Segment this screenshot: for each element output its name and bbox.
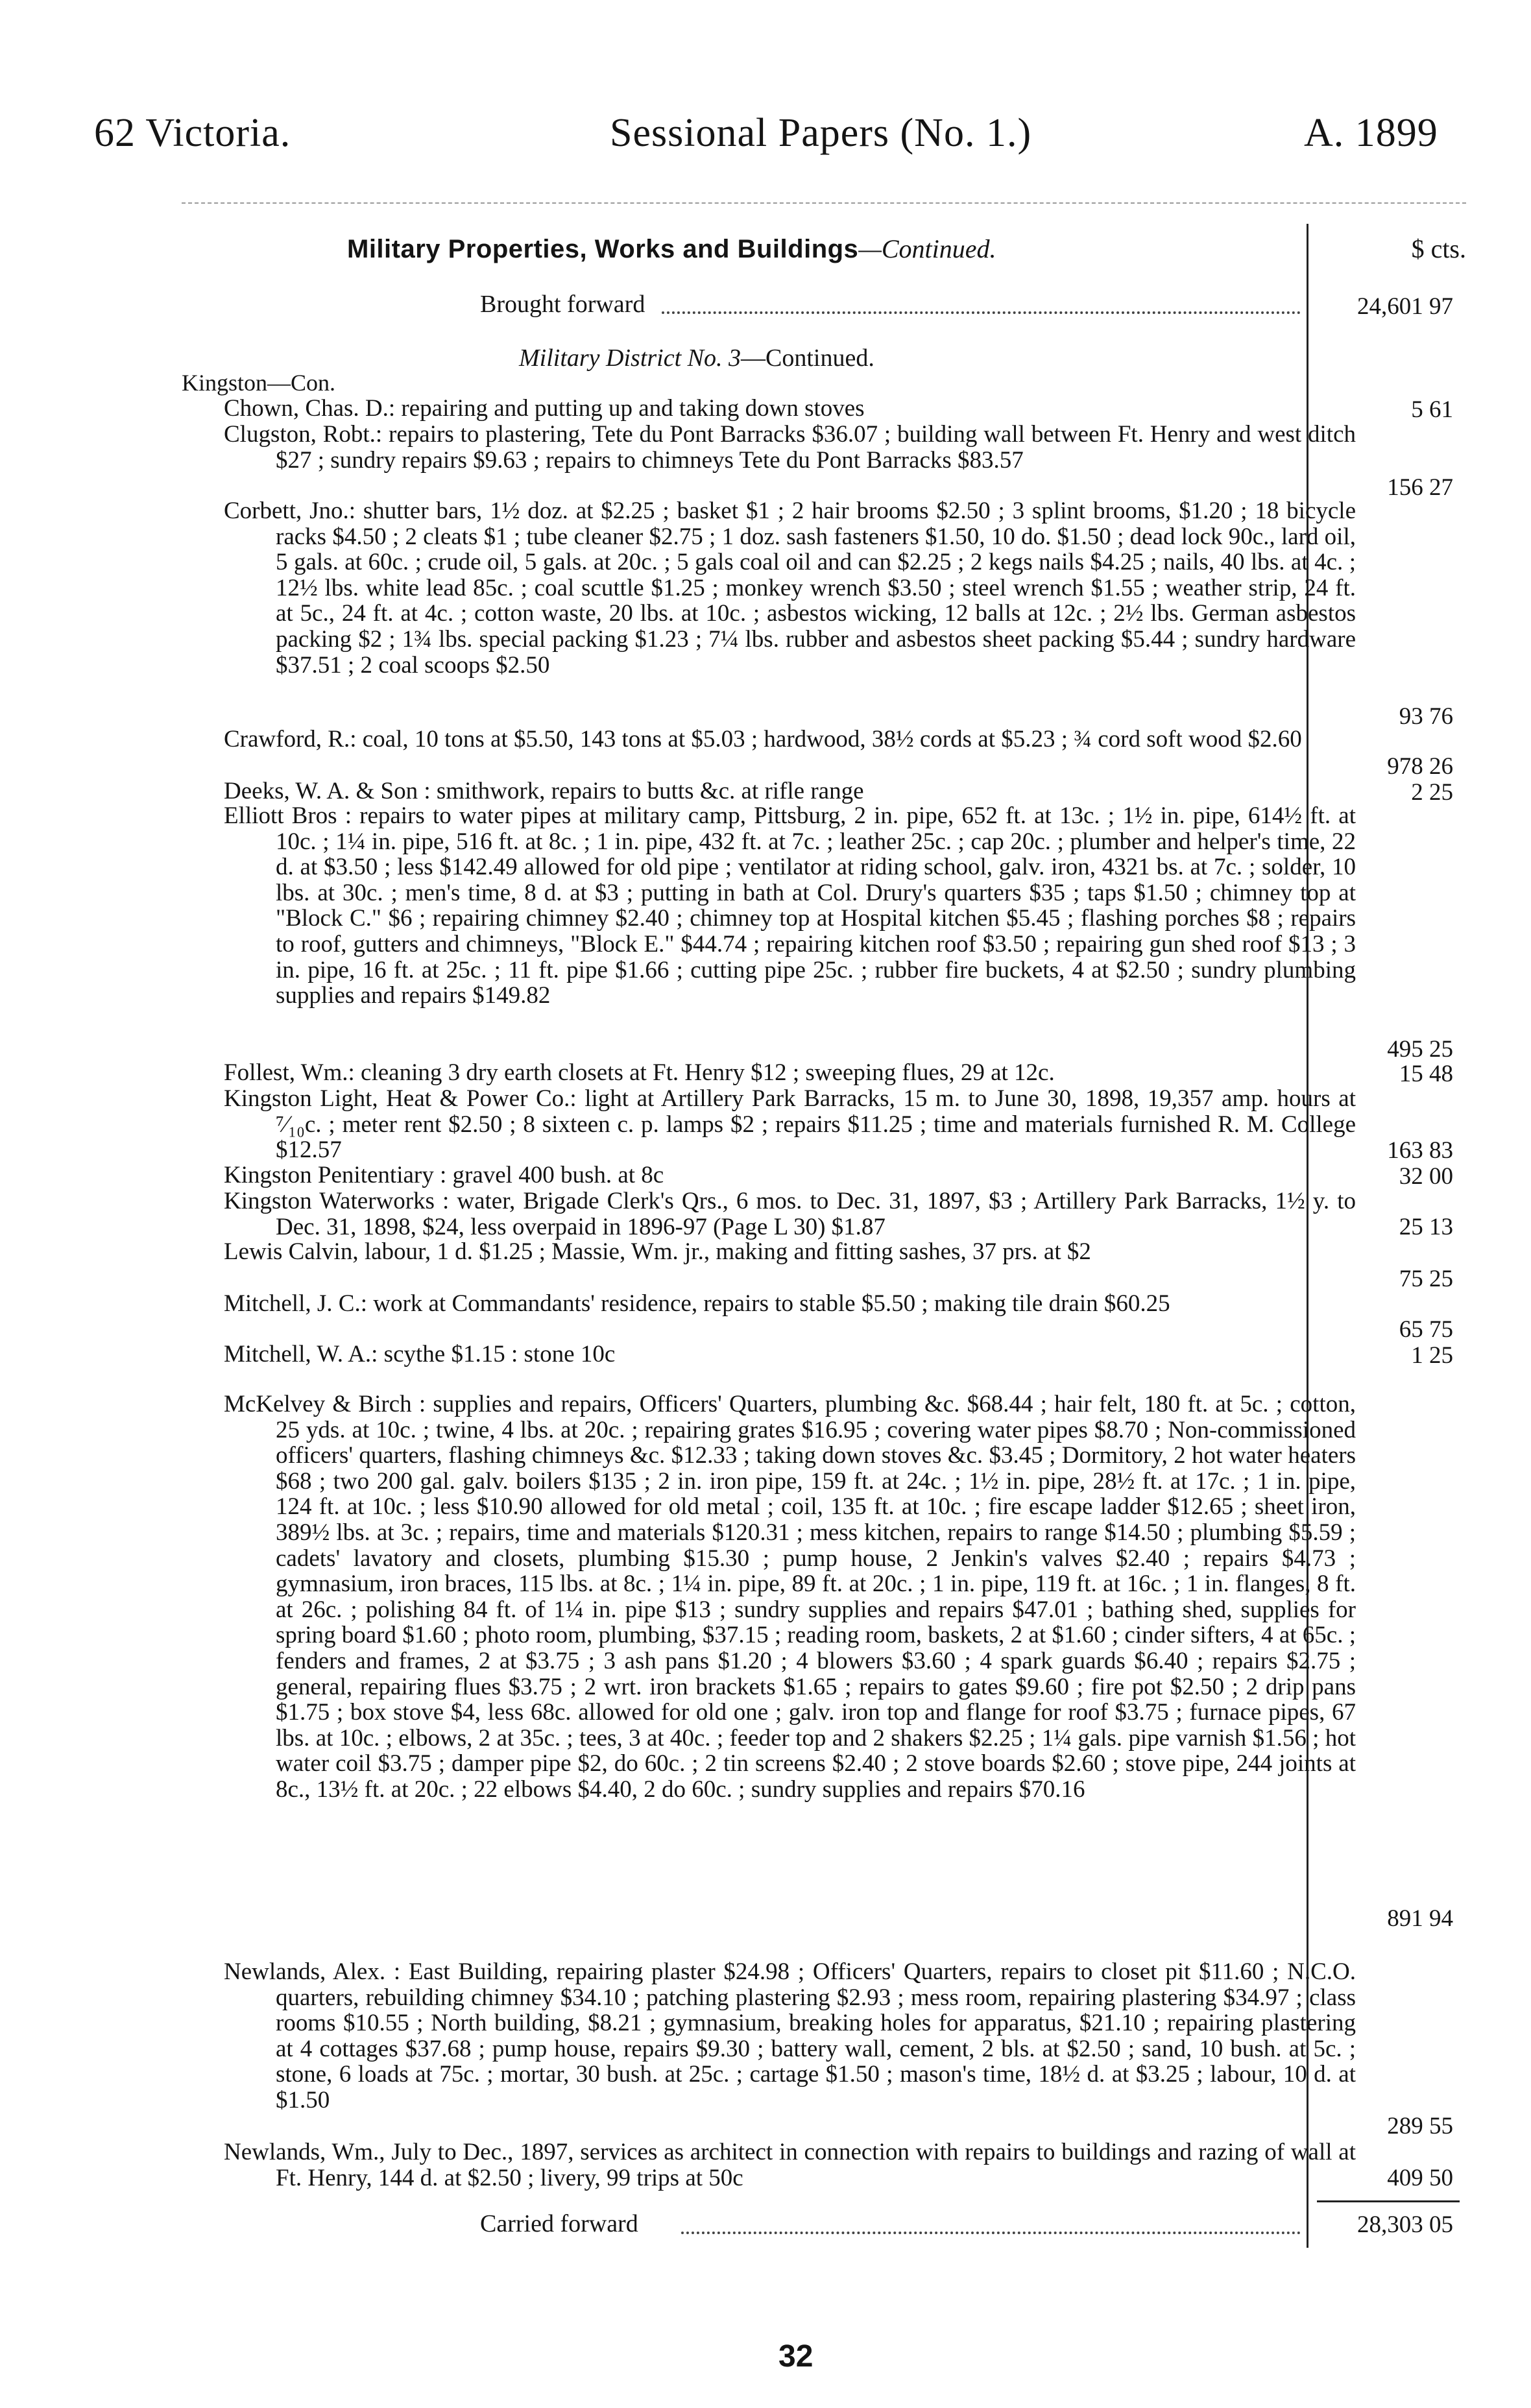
entry-amount: 32 00 — [1399, 1163, 1453, 1190]
brought-forward-label: Brought forward — [480, 291, 645, 318]
header-left: 62 Victoria. — [94, 111, 291, 155]
entry-deeks — [224, 778, 1356, 804]
entry-amount: 93 76 — [1399, 703, 1453, 730]
header-rule — [182, 202, 1466, 204]
header-center: Sessional Papers (No. 1.) — [610, 111, 1032, 155]
entry-kingston-waterworks — [224, 1188, 1356, 1240]
district-continued: —Continued. — [741, 344, 874, 372]
carried-forward-amount: 28,303 05 — [1357, 2211, 1453, 2238]
entry-amount: 163 83 — [1387, 1137, 1453, 1164]
entry-text: Lewis Calvin, labour, 1 d. $1.25 ; Massie, Wm. jr., making and fitting sashes, 37 prs. at $2 — [224, 1238, 1091, 1265]
entry-text: Kingston Light, Heat & Power Co.: light at Artillery Park Barracks, 15 m. to June 30, 1898, 19,357 amp. hours at ⁷⁄₁₀c. ; meter rent $2.50 ; 8 sixteen c. p. lamps $2 ; repairs $11.25 ; time and materials furnished R. M. College $12.57 — [224, 1085, 1356, 1164]
entry-lewis-massie — [224, 1239, 1356, 1265]
entry-kingston-light — [224, 1086, 1356, 1163]
entry-text: Clugston, Robt.: repairs to plastering, Tete du Pont Barracks $36.07 ; building wall between Ft. Henry and west ditch $27 ; sundry repairs $9.63 ; repairs to chimneys Tete du Pont Barracks $83.57 — [224, 421, 1356, 474]
entry-text: Kingston Penitentiary : gravel 400 bush. at 8c — [224, 1162, 664, 1188]
district-name: Military District No. 3 — [519, 344, 741, 372]
entry-text: Kingston Waterworks : water, Brigade Clerk's Qrs., 6 mos. to Dec. 31, 1897, $3 ; Artillery Park Barracks, 1½ y. to Dec. 31, 1898, $24, less overpaid in 1896-97 (Page L 30) $1.87 — [224, 1188, 1356, 1240]
entry-amount: 25 13 — [1399, 1214, 1453, 1240]
entry-amount: 75 25 — [1399, 1266, 1453, 1292]
entry-mitchell-jc — [224, 1291, 1356, 1317]
section-title — [347, 234, 996, 264]
entry-text: Deeks, W. A. & Son : smithwork, repairs to butts &c. at rifle range — [224, 778, 864, 804]
currency-header: $ cts. — [1411, 234, 1466, 263]
entry-text: Crawford, R.: coal, 10 tons at $5.50, 143 tons at $5.03 ; hardwood, 38½ cords at $5.23 ; ¾ cord soft wood $2.60 — [224, 726, 1302, 752]
entry-newlands-wm — [224, 2139, 1356, 2191]
entry-amount: 5 61 — [1411, 396, 1453, 423]
entry-kingston-penitentiary — [224, 1162, 1356, 1188]
entry-amount: 409 50 — [1387, 2165, 1453, 2191]
district-heading — [519, 344, 874, 372]
entry-text: Mitchell, J. C.: work at Commandants' residence, repairs to stable $5.50 ; making tile drain $60.25 — [224, 1290, 1170, 1317]
brought-forward-leader — [662, 311, 1301, 314]
entry-corbett — [224, 498, 1356, 678]
entry-amount: 15 48 — [1399, 1061, 1453, 1087]
entry-text: Newlands, Alex. : East Building, repairing plaster $24.98 ; Officers' Quarters, repairs to closet pit $11.60 ; N.C.O. quarters, rebuilding chimney $34.10 ; patching plastering $2.93 ; mess room, repairing plastering $34.97 ; class rooms $10.55 ; North building, $8.21 ; gymnasium, breaking holes for apparatus, $21.10 ; repairing plastering at 4 cottages $37.68 ; pump house, repairs $9.30 ; battery wall, cement, 2 bls. at $2.50 ; sand, 10 bush. at 5c. ; stone, 6 loads at 75c. ; mortar, 30 bush. at 25c. ; cartage $1.50 ; mason's time, 18½ d. at $3.25 ; labour, 10 d. at $1.50 — [224, 1958, 1356, 2113]
entry-amount: 891 94 — [1387, 1905, 1453, 1932]
entry-mitchell-wa — [224, 1342, 1356, 1367]
entry-text: Elliott Bros : repairs to water pipes at military camp, Pittsburg, 2 in. pipe, 652 ft. at 13c. ; 1½ in. pipe, 614½ ft. at 10c. ; 1¼ in. pipe, 516 ft. at 8c. ; 1 in. pipe, 432 ft. at 7c. ; leather 25c. ; cap 20c. ; plumber and helper's time, 22 d. at $3.50 ; less $142.49 allowed for old pipe ; ventilator at riding school, galv. iron, 4321 bs. at 7c. ; solder, 10 lbs. at 30c. ; men's time, 8 d. at $3 ; putting in bath at Col. Drury's quarters $35 ; taps $1.50 ; chimney top at "Block C." $6 ; repairing chimney $2.40 ; chimney top at Hospital kitchen $5.45 ; flashing porches $8 ; repairs to roof, gutters and chimneys, "Block E." $44.74 ; repairing kitchen roof $3.50 ; repairing gun shed roof $13 ; 3 in. pipe, 16 ft. at 25c. ; 11 ft. pipe $1.66 ; cutting pipe 25c. ; rubber fire buckets, 4 at $2.50 ; sundry plumbing supplies and repairs $149.82 — [224, 802, 1356, 1009]
entry-amount: 65 75 — [1399, 1316, 1453, 1343]
entry-chown — [224, 396, 1356, 422]
total-rule — [1317, 2200, 1460, 2202]
brought-forward-amount: 24,601 97 — [1357, 293, 1453, 320]
entry-text: Newlands, Wm., July to Dec., 1897, services as architect in connection with repairs to buildings and razing of wall at Ft. Henry, 144 d. at $2.50 ; livery, 99 trips at 50c — [224, 2139, 1356, 2191]
entry-amount: 978 26 — [1387, 753, 1453, 780]
entry-amount: 2 25 — [1411, 779, 1453, 806]
carried-forward-label: Carried forward — [480, 2210, 638, 2237]
entry-elliott — [224, 803, 1356, 1009]
entry-mckelvey-birch — [224, 1391, 1356, 1803]
entry-amount: 495 25 — [1387, 1036, 1453, 1063]
section-title-bold: Military Properties, Works and Buildings — [347, 235, 859, 263]
section-title-italic: —Continued. — [858, 234, 996, 263]
entry-text: Follest, Wm.: cleaning 3 dry earth closets at Ft. Henry $12 ; sweeping flues, 29 at 12c. — [224, 1059, 1055, 1086]
entry-newlands-alex — [224, 1959, 1356, 2113]
entry-follest — [224, 1060, 1356, 1086]
page-number: 32 — [778, 2339, 814, 2374]
carried-forward-leader — [681, 2232, 1301, 2234]
entry-amount: 289 55 — [1387, 2113, 1453, 2139]
place-heading: Kingston—Con. — [182, 370, 336, 396]
entry-amount: 1 25 — [1411, 1342, 1453, 1369]
entry-text: McKelvey & Birch : supplies and repairs, Officers' Quarters, plumbing &c. $68.44 ; hair felt, 180 ft. at 5c. ; cotton, 25 yds. at 10c. ; twine, 4 lbs. at 20c. ; repairing grates $16.95 ; covering water pipes $8.70 ; Non-commissioned officers' quarters, flashing chimneys &c. $12.33 ; taking down stoves &c. $3.45 ; Dormitory, 2 hot water heaters $68 ; two 200 gal. galv. boilers $135 ; 2 in. iron pipe, 159 ft. at 24c. ; 1½ in. pipe, 28½ ft. at 17c. ; 1 in. pipe, 124 ft. at 10c. ; less $10.90 allowed for old metal ; coil, 135 ft. at 10c. ; fire escape ladder $12.65 ; sheet iron, 389½ lbs. at 3c. ; repairs, time and materials $120.31 ; mess kitchen, repairs to range $14.50 ; plumbing $5.59 ; cadets' lavatory and closets, plumbing $15.30 ; pump house, 2 Jenkin's valves $2.40 ; repairs $4.73 ; gymnasium, iron braces, 115 lbs. at 8c. ; 1¼ in. pipe, 89 ft. at 20c. ; 1 in. pipe, 119 ft. at 16c. ; 1 in. flanges, 8 ft. at 26c. ; polishing 84 ft. of 1¼ in. pipe $13 ; sundry supplies and repairs $47.01 ; bathing shed, supplies for spring board $1.60 ; photo room, plumbing, $37.15 ; reading room, baskets, 2 at $1.60 ; cinder sifters, 4 at 65c. ; fenders and frames, 2 at $3.75 ; 3 ash pans $1.20 ; 4 blowers $3.60 ; 4 spark guards $6.40 ; repairs $2.75 ; general, repairing flues $3.75 ; 2 wrt. iron brackets $1.65 ; repairs to gates $9.60 ; fire pot $2.50 ; 2 drip pans $1.75 ; box stove $4, less 68c. allowed for old one ; galv. iron top and flange for roof $3.75 ; furnace pipes, 67 lbs. at 10c. ; elbows, 2 at 35c. ; tees, 3 at 40c. ; feeder top and 2 shakers $2.25 ; 1¼ gals. pipe varnish $1.56 ; hot water coil $3.75 ; damper pipe $2, do 60c. ; 2 tin screens $2.40 ; 2 stove boards $2.60 ; stove pipe, 244 joints at 8c., 13½ ft. at 20c. ; 22 elbows $4.40, 2 do 60c. ; sundry supplies and repairs $70.16 — [224, 1391, 1356, 1803]
entry-amount: 156 27 — [1387, 474, 1453, 501]
header-right: A. 1899 — [1304, 111, 1438, 155]
entry-text: Corbett, Jno.: shutter bars, 1½ doz. at $2.25 ; basket $1 ; 2 hair brooms $2.50 ; 3 splint brooms, $1.20 ; 18 bicycle racks $4.50 ; 2 cleats $1 ; tube cleaner $2.75 ; 1 doz. sash fasteners $1.50, 10 do. $1.50 ; dead lock 90c., lard oil, 5 gals. at 60c. ; crude oil, 5 gals. at 20c. ; 5 gals coal oil and can $2.25 ; 2 kegs nails $4.25 ; nails, 40 lbs. at 4c. ; 12½ lbs. white lead 85c. ; coal scuttle $1.25 ; monkey wrench $3.50 ; steel wrench $1.55 ; weather strip, 24 ft. at 5c., 24 ft. at 4c. ; cotton waste, 20 lbs. at 10c. ; asbestos wicking, 12 balls at 12c. ; 2½ lbs. German asbestos packing $2 ; 1¾ lbs. special packing $1.23 ; 7¼ lbs. rubber and asbestos sheet packing $5.44 ; sundry hardware $37.51 ; 2 coal scoops $2.50 — [224, 498, 1356, 679]
entry-crawford — [224, 727, 1356, 752]
entry-text: Mitchell, W. A.: scythe $1.15 : stone 10c — [224, 1341, 616, 1367]
entry-text: Chown, Chas. D.: repairing and putting up and taking down stoves — [224, 395, 865, 422]
entry-clugston — [224, 422, 1356, 473]
